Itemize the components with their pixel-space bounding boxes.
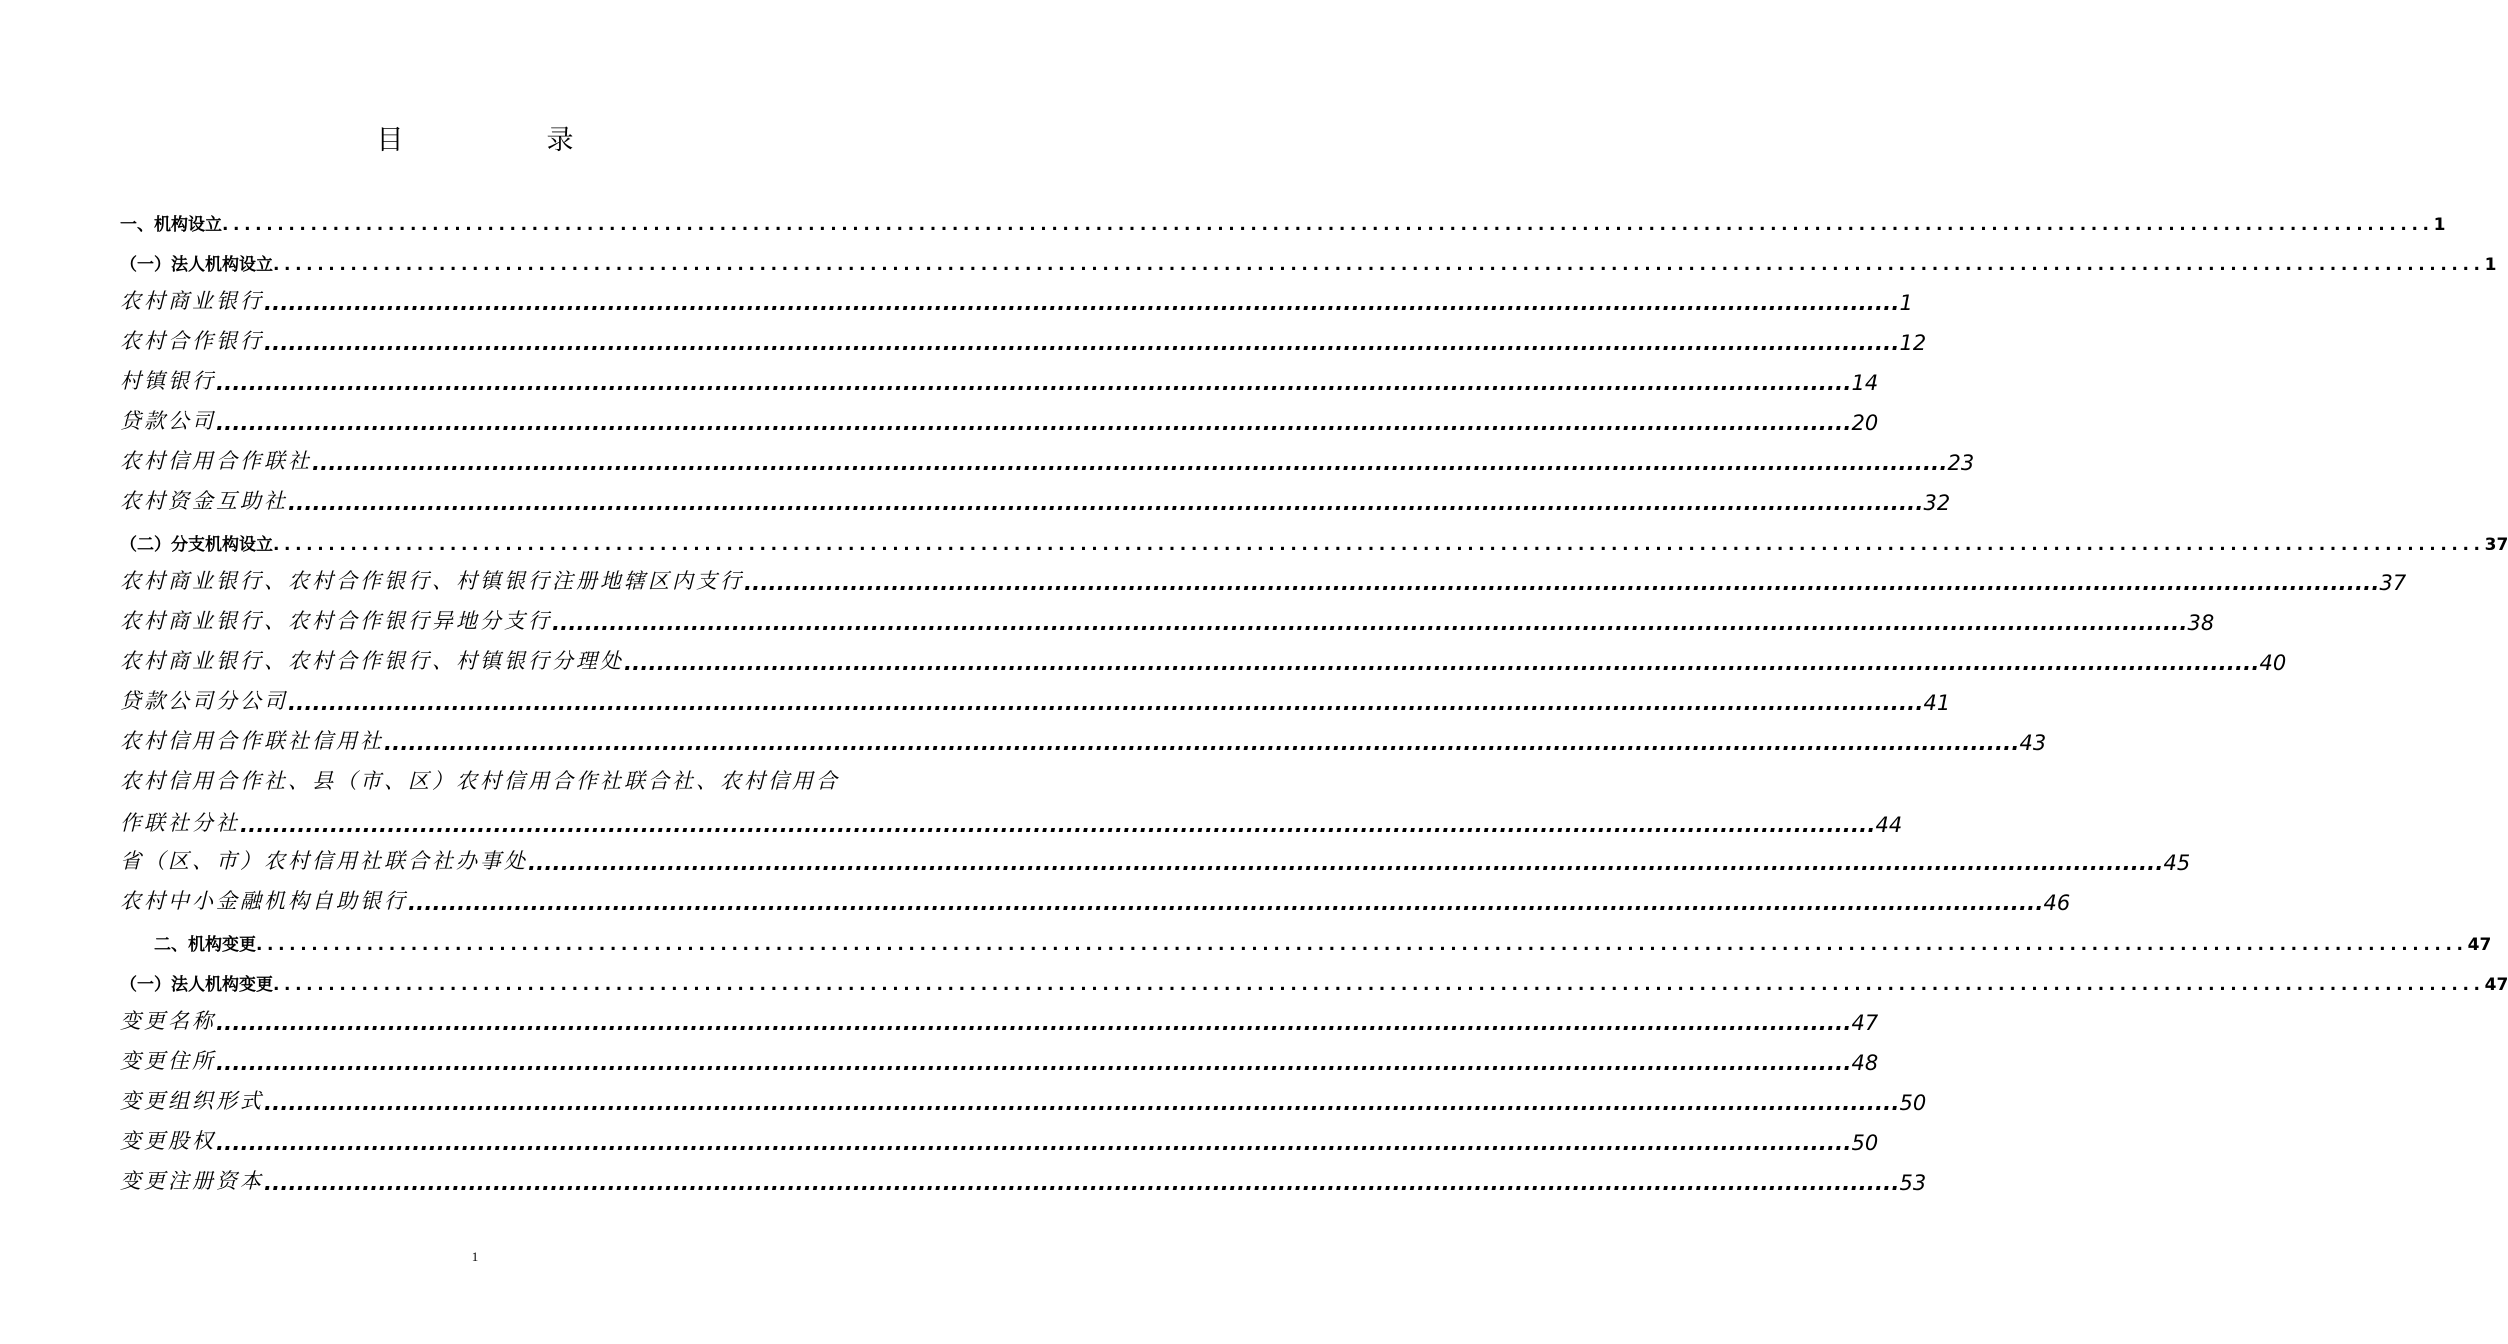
toc-entry[interactable] [120, 405, 1879, 435]
toc-entry[interactable] [120, 285, 1913, 315]
dot-leader: ........................................................................................................................................................................................................ [408, 891, 2044, 915]
toc-entry-page: 53 [1899, 1171, 1927, 1195]
toc-entry[interactable] [120, 685, 1951, 715]
toc-entry[interactable] [120, 1165, 1927, 1195]
toc-entry[interactable] [120, 1085, 1927, 1115]
toc-entry[interactable] [120, 1125, 1879, 1155]
toc-entry-label: 农村中小金融机构自助银行 [120, 889, 408, 913]
dot-leader: ........................................................................................................................................................................................................ [744, 571, 2380, 595]
dot-leader: ........................................................................................................................................................................................................ [528, 851, 2164, 875]
dot-leader: ........................................................................................................................................................................................................ [216, 1051, 1852, 1075]
toc-entry[interactable] [120, 725, 2047, 755]
toc-entry[interactable] [120, 485, 1951, 515]
toc-entry-page: 50 [1851, 1131, 1879, 1155]
toc-entry-label: （一）法人机构设立 [120, 255, 273, 275]
toc-entry[interactable] [120, 605, 2215, 635]
toc-entry-label: （一）法人机构变更 [120, 975, 273, 995]
toc-entry-page: 41 [1923, 691, 1951, 715]
dot-leader: ........................................................................................................................................................................................................ [216, 1131, 1852, 1155]
dot-leader: ........................................................................................................................................................................................................ [240, 813, 1876, 837]
dot-leader: ........................................................................................................................................................................................................ [273, 255, 2485, 275]
toc-entry[interactable] [120, 925, 2492, 955]
toc-entry-label: 村镇银行 [120, 369, 216, 393]
toc-entry-page: 23 [1947, 451, 1975, 475]
dot-leader: ........................................................................................................................................................................................................ [216, 1011, 1852, 1035]
toc-entry[interactable] [120, 1045, 1879, 1075]
toc-entry[interactable] [120, 365, 1879, 395]
toc-entry-page: 1 [2484, 255, 2497, 275]
toc-entry-page: 47 [2467, 935, 2492, 955]
toc-entry-label-line1: 农村信用合作社、县（市、区）农村信用合作社联合社、农村信用合 [120, 769, 840, 793]
toc-entry[interactable] [120, 845, 2191, 875]
toc-entry-label: 农村信用合作联社 [120, 449, 312, 473]
toc-entry-label: 省（区、市）农村信用社联合社办事处 [120, 849, 528, 873]
toc-entry-label: 二、机构变更 [154, 935, 256, 955]
toc-entry[interactable] [120, 765, 1903, 837]
toc-entry[interactable] [120, 885, 2071, 915]
dot-leader: ........................................................................................................................................................................................................ [288, 491, 1924, 515]
toc-entry-label: 变更名称 [120, 1009, 216, 1033]
dot-leader: ........................................................................................................................................................................................................ [273, 535, 2485, 555]
toc-entry-page: 37 [2379, 571, 2407, 595]
dot-leader: ........................................................................................................................................................................................................ [624, 651, 2260, 675]
toc-entry-label: 农村商业银行、农村合作银行、村镇银行分理处 [120, 649, 624, 673]
toc-entry-label: 农村信用合作联社信用社 [120, 729, 384, 753]
dot-leader: ........................................................................................................................................................................................................ [264, 291, 1900, 315]
toc-entry-label: 贷款公司 [120, 409, 216, 433]
toc-entry[interactable] [120, 325, 1927, 355]
toc-entry-label: 农村商业银行、农村合作银行、村镇银行注册地辖区内支行 [120, 569, 744, 593]
toc-entry-label: 变更住所 [120, 1049, 216, 1073]
toc-entry-label: 一、机构设立 [120, 215, 222, 235]
toc-entry[interactable] [120, 645, 2287, 675]
dot-leader: ........................................................................................................................................................................................................ [216, 411, 1852, 435]
toc-entry-page: 47 [1851, 1011, 1879, 1035]
toc-entry-label: （二）分支机构设立 [120, 535, 273, 555]
toc-entry-label: 变更注册资本 [120, 1169, 264, 1193]
toc-entry-label: 变更组织形式 [120, 1089, 264, 1113]
dot-leader: ........................................................................................................................................................................................................ [384, 731, 2020, 755]
toc-entry-page: 32 [1923, 491, 1951, 515]
dot-leader: ........................................................................................................................................................................................................ [216, 371, 1852, 395]
dot-leader: ........................................................................................................................................................................................................ [312, 451, 1948, 475]
toc-entry-page: 50 [1899, 1091, 1927, 1115]
dot-leader: ........................................................................................................................................................................................................ [273, 975, 2485, 995]
toc-entry-page: 12 [1899, 331, 1927, 355]
dot-leader: ........................................................................................................................................................................................................ [264, 331, 1900, 355]
toc-entry-label: 贷款公司分公司 [120, 689, 288, 713]
toc-entry-page: 48 [1851, 1051, 1879, 1075]
toc-entry-label: 农村合作银行 [120, 329, 264, 353]
toc-entry-label-line2: 作联社分社 [120, 811, 240, 835]
dot-leader: ........................................................................................................................................................................................................ [264, 1091, 1900, 1115]
dot-leader: ........................................................................................................................................................................................................ [222, 215, 2434, 235]
toc-entry-label: 农村资金互助社 [120, 489, 288, 513]
toc-entry[interactable] [120, 965, 2508, 995]
toc-entry-page: 47 [2484, 975, 2508, 995]
toc-entry[interactable] [120, 245, 2497, 275]
toc-entry-page: 44 [1875, 813, 1903, 837]
toc-entry[interactable] [120, 445, 1975, 475]
toc-entry-label: 农村商业银行、农村合作银行异地分支行 [120, 609, 552, 633]
toc-entry[interactable] [120, 1005, 1879, 1035]
toc-title: 目 录 [376, 125, 632, 156]
toc-entry-page: 38 [2187, 611, 2215, 635]
dot-leader: ........................................................................................................................................................................................................ [288, 691, 1924, 715]
toc-entry[interactable] [120, 525, 2508, 555]
toc-entry[interactable] [120, 565, 2407, 595]
toc-entry-page: 43 [2019, 731, 2047, 755]
page-number: 1 [471, 1249, 479, 1264]
toc-entry-page: 40 [2259, 651, 2287, 675]
dot-leader: ........................................................................................................................................................................................................ [552, 611, 2188, 635]
dot-leader: ........................................................................................................................................................................................................ [264, 1171, 1900, 1195]
toc-entry-page: 37 [2484, 535, 2508, 555]
toc-entry-page: 1 [2433, 215, 2446, 235]
toc-entry-page: 46 [2043, 891, 2071, 915]
toc-entry[interactable] [120, 205, 2446, 235]
toc-entry-page: 20 [1851, 411, 1879, 435]
toc-entry-label: 变更股权 [120, 1129, 216, 1153]
toc-entry-page: 45 [2163, 851, 2191, 875]
toc-entry-page: 1 [1899, 291, 1913, 315]
toc-entry-page: 14 [1851, 371, 1879, 395]
dot-leader: ........................................................................................................................................................................................................ [256, 935, 2468, 955]
toc-entry-label: 农村商业银行 [120, 289, 264, 313]
